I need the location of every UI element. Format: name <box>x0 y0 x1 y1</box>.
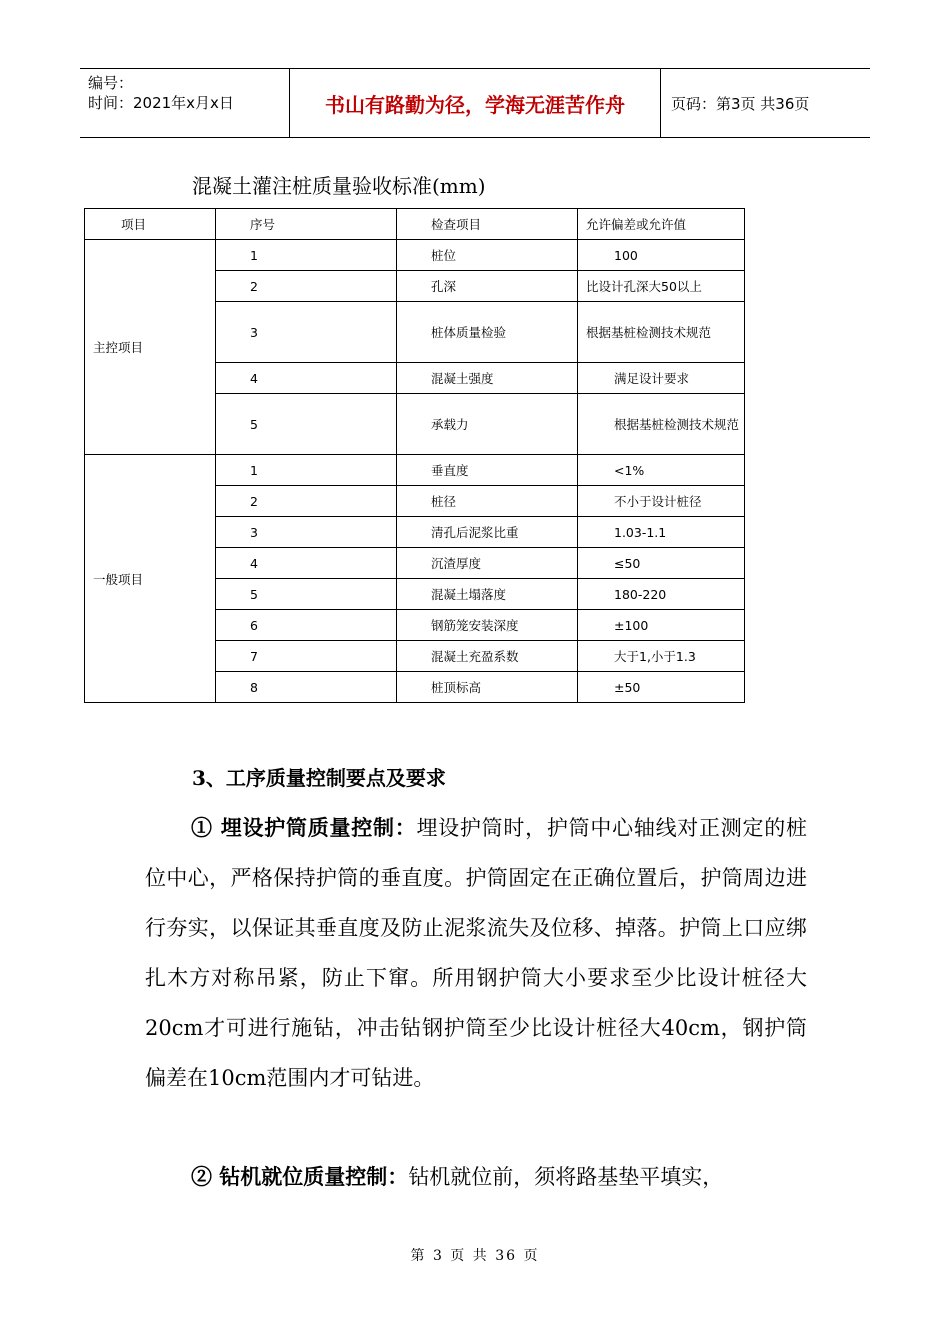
table-row <box>85 240 745 271</box>
row-no: 8 <box>216 672 397 703</box>
row-value: 满足设计要求 <box>578 363 745 394</box>
row-item: 垂直度 <box>397 455 578 486</box>
table-header-cell: 序号 <box>216 209 397 240</box>
header-motto: 书山有路勤为径，学海无涯苦作舟 <box>290 69 661 137</box>
paragraph-lead: ② 钻机就位质量控制： <box>191 1164 409 1189</box>
row-value: 180-220 <box>578 579 745 610</box>
time-label: 时间：2021年x月x日 <box>88 94 234 112</box>
row-value: 100 <box>578 240 745 271</box>
paragraph-casing <box>145 803 807 1103</box>
row-no: 4 <box>216 363 397 394</box>
row-no: 6 <box>216 610 397 641</box>
row-item: 桩体质量检验 <box>397 302 578 363</box>
acceptance-table <box>84 208 745 703</box>
code-label: 编号： <box>88 74 134 92</box>
row-no: 1 <box>216 240 397 271</box>
row-no: 1 <box>216 455 397 486</box>
row-no: 2 <box>216 271 397 302</box>
page-header <box>80 68 870 138</box>
row-no: 3 <box>216 517 397 548</box>
row-item: 混凝土强度 <box>397 363 578 394</box>
row-item: 混凝土充盈系数 <box>397 641 578 672</box>
group-name-cell: 主控项目 <box>85 240 216 455</box>
paragraph-text: 钻机就位前，须将路基垫平填实， <box>408 1165 724 1189</box>
row-no: 7 <box>216 641 397 672</box>
header-meta <box>80 69 290 137</box>
row-item: 桩顶标高 <box>397 672 578 703</box>
row-no: 2 <box>216 486 397 517</box>
row-value: <1% <box>578 455 745 486</box>
header-page-info: 页码：第3页 共36页 <box>671 94 810 113</box>
paragraph-lead: ① 埋设护筒质量控制： <box>191 815 417 840</box>
row-item: 沉渣厚度 <box>397 548 578 579</box>
row-item: 桩位 <box>397 240 578 271</box>
row-value: 根据基桩检测技术规范 <box>578 394 745 455</box>
table-header-cell: 项目 <box>85 209 216 240</box>
row-value: 根据基桩检测技术规范 <box>578 302 745 363</box>
row-value: ±100 <box>578 610 745 641</box>
table-header-cell: 允许偏差或允许值 <box>578 209 745 240</box>
group-name-cell: 一般项目 <box>85 455 216 703</box>
section-heading: 3、工序质量控制要点及要求 <box>192 766 446 790</box>
row-item: 桩径 <box>397 486 578 517</box>
table-row <box>85 455 745 486</box>
row-no: 4 <box>216 548 397 579</box>
page-footer: 第 3 页 共 36 页 <box>410 1248 540 1264</box>
row-value: 1.03-1.1 <box>578 517 745 548</box>
row-item: 清孔后泥浆比重 <box>397 517 578 548</box>
row-value: 比设计孔深大50以上 <box>578 271 745 302</box>
row-item: 混凝土塌落度 <box>397 579 578 610</box>
row-value: ±50 <box>578 672 745 703</box>
table-header-cell: 检查项目 <box>397 209 578 240</box>
row-value: 不小于设计桩径 <box>578 486 745 517</box>
row-no: 5 <box>216 579 397 610</box>
row-value: ≤50 <box>578 548 745 579</box>
row-value: 大于1,小于1.3 <box>578 641 745 672</box>
row-item: 钢筋笼安装深度 <box>397 610 578 641</box>
table-header-row <box>85 209 745 240</box>
row-item: 承载力 <box>397 394 578 455</box>
paragraph-text: 埋设护筒时，护筒中心轴线对正测定的桩位中心，严格保持护筒的垂直度。护筒固定在正确位置后，护筒周边进行夯实，以保证其垂直度及防止泥浆流失及位移、掉落。护筒上口应绑扎木方对称吊紧，防止下窜。所用钢护筒大小要求至少比设计桩径大20cm才可进行施钻，冲击钻钢护筒至少比设计桩径大40cm，钢护筒偏差在10cm范围内才可钻进。 <box>145 816 807 1090</box>
row-item: 孔深 <box>397 271 578 302</box>
table-title: 混凝土灌注桩质量验收标准(mm) <box>192 174 486 198</box>
paragraph-drill-rig <box>145 1152 807 1202</box>
row-no: 3 <box>216 302 397 363</box>
row-no: 5 <box>216 394 397 455</box>
